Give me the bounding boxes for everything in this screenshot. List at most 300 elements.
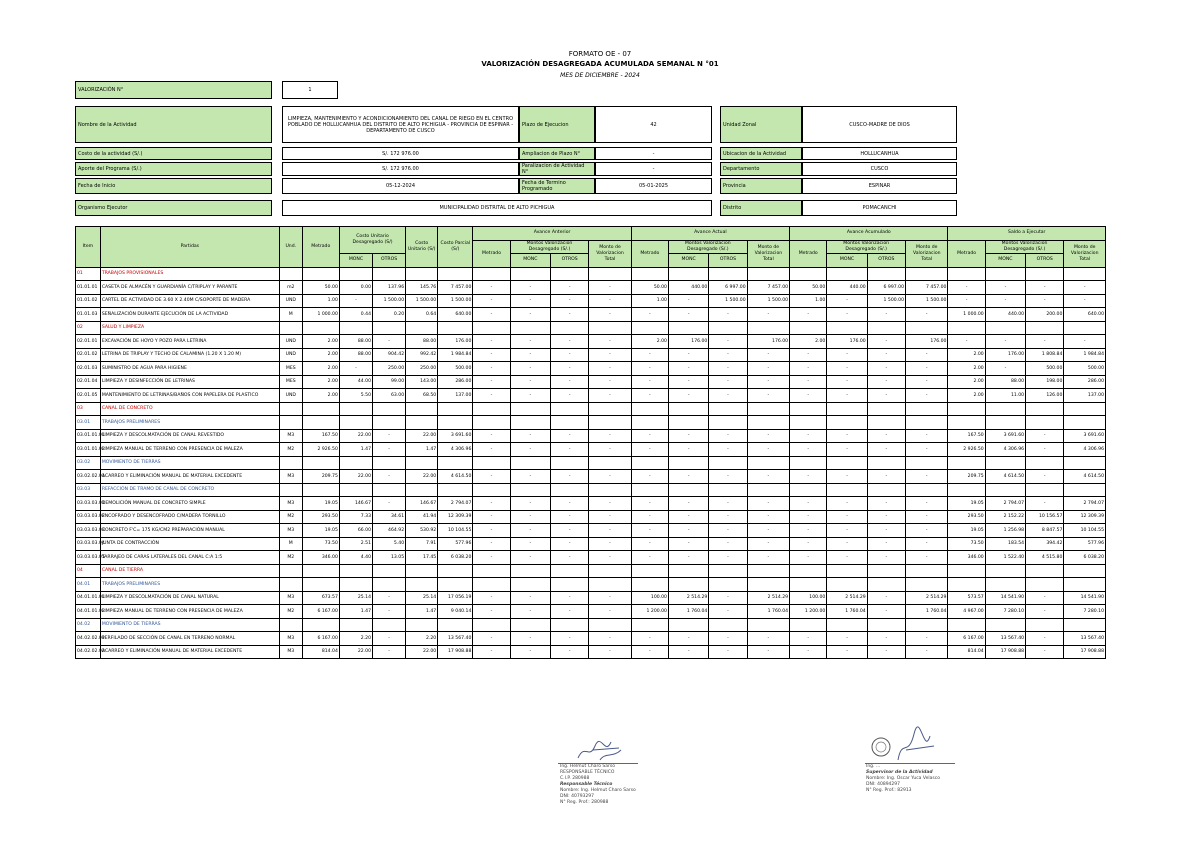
table-cell: 2.00 (302, 389, 339, 403)
table-cell: - (867, 510, 905, 524)
table-cell: - (827, 497, 867, 511)
table-cell: - (373, 645, 406, 659)
section-item: 03.03 (76, 483, 101, 497)
table-cell: - (906, 348, 948, 362)
table-cell (747, 578, 789, 592)
table-cell (589, 416, 631, 430)
table-cell: - (473, 524, 510, 538)
table-cell: 640.00 (438, 308, 473, 322)
table-cell: - (709, 551, 747, 565)
table-cell: - (827, 389, 867, 403)
table-cell (1064, 456, 1106, 470)
table-cell (985, 267, 1025, 281)
table-cell: 04.02.02.02 (76, 645, 101, 659)
table-cell (551, 483, 589, 497)
col-costo-unit-desag: Costo Unitario Desagregado (S/) (339, 227, 405, 254)
table-cell: - (709, 443, 747, 457)
table-cell: 9 040.14 (438, 605, 473, 619)
table-cell: - (510, 537, 550, 551)
table-cell: - (631, 362, 668, 376)
table-cell: LIMPIEZA MANUAL DE TERRENO CON PRESENCIA DE MALEZA (100, 605, 279, 619)
table-cell (948, 402, 985, 416)
table-cell (827, 618, 867, 632)
table-cell: - (790, 375, 827, 389)
table-cell (551, 267, 589, 281)
page-subtitle: MES DE DICIEMBRE - 2024 (560, 72, 640, 79)
table-cell (747, 321, 789, 335)
table-cell: - (473, 281, 510, 295)
costo-value: S/. 172 976.00 (282, 147, 519, 160)
table-cell (906, 416, 948, 430)
table-cell (279, 402, 302, 416)
col-otros: OTROS (551, 254, 589, 268)
table-cell (589, 267, 631, 281)
table-cell: 88.00 (406, 335, 438, 349)
table-cell: - (551, 632, 589, 646)
table-cell: 1 984.84 (438, 348, 473, 362)
table-cell: - (867, 375, 905, 389)
page-title: VALORIZACIÓN DESAGREGADA ACUMULADA SEMANAL N °01 (481, 60, 719, 68)
table-cell: SUMINISTRO DE AGUA PARA HIGIENE (100, 362, 279, 376)
table-cell (631, 267, 668, 281)
table-cell: - (709, 632, 747, 646)
table-cell: 0.44 (339, 308, 372, 322)
table-cell: 17 056.19 (438, 591, 473, 605)
table-cell: - (747, 645, 789, 659)
table-cell: - (551, 348, 589, 362)
table-cell: - (631, 537, 668, 551)
table-cell: 4 967.00 (948, 605, 985, 619)
table-cell: - (631, 429, 668, 443)
table-cell: 11.00 (985, 389, 1025, 403)
table-cell: 22.00 (339, 429, 372, 443)
table-cell: - (867, 591, 905, 605)
table-cell: 2 794.07 (1064, 497, 1106, 511)
table-cell (438, 416, 473, 430)
table-cell: 500.00 (1026, 362, 1064, 376)
table-cell: - (1026, 645, 1064, 659)
table-cell: - (473, 632, 510, 646)
table-cell: 440.00 (668, 281, 708, 295)
table-cell: 2.20 (339, 632, 372, 646)
table-cell: - (867, 470, 905, 484)
costo-label: Costo de la actividad (S/.) (75, 147, 272, 160)
table-cell: - (668, 524, 708, 538)
departamento-label: Departamento (720, 162, 802, 176)
table-cell (406, 416, 438, 430)
table-cell: - (747, 524, 789, 538)
table-cell (867, 456, 905, 470)
table-row (76, 443, 1106, 457)
table-cell (906, 618, 948, 632)
table-cell: 176.00 (906, 335, 948, 349)
table-cell: - (867, 389, 905, 403)
table-cell (373, 578, 406, 592)
table-cell (302, 416, 339, 430)
table-cell: 44.00 (339, 375, 372, 389)
col-sub-metrado: Metrado (473, 240, 510, 267)
table-cell: - (668, 443, 708, 457)
table-cell: PERFILADO DE SECCIÓN DE CANAL EN TERRENO NORMAL (100, 632, 279, 646)
section-row (76, 402, 1106, 416)
table-cell (827, 456, 867, 470)
table-cell (1026, 416, 1064, 430)
table-cell: - (827, 443, 867, 457)
table-cell: - (867, 308, 905, 322)
table-cell: - (473, 389, 510, 403)
subsection-row (76, 578, 1106, 592)
table-cell (1026, 456, 1064, 470)
table-row (76, 389, 1106, 403)
table-cell (827, 564, 867, 578)
col-sub-total: Monto de Valorizacion Total (1064, 240, 1106, 267)
table-cell: 02.01.01 (76, 335, 101, 349)
table-cell (339, 578, 372, 592)
table-cell (790, 402, 827, 416)
table-cell: - (867, 429, 905, 443)
table-cell (668, 456, 708, 470)
signature-right: Ing. ... Supervisor de la Actividad Nombre: Ing. Oscar Yuca Velasco DNI: 40894297 N° Reg. Prof.: 82913 (866, 764, 940, 793)
table-cell: UND (279, 335, 302, 349)
table-cell: 8 847.57 (1026, 524, 1064, 538)
table-cell: 2.00 (302, 335, 339, 349)
table-cell: 1 808.84 (1026, 348, 1064, 362)
table-cell: DEMOLICIÓN MANUAL DE CONCRETO SIMPLE (100, 497, 279, 511)
table-cell: 50.00 (302, 281, 339, 295)
table-cell: LETRINA DE TRIPLAY Y TECHO DE CALAMINA (1.20 X 1.20 M) (100, 348, 279, 362)
table-cell (1064, 564, 1106, 578)
table-cell: - (1026, 497, 1064, 511)
col-und: Und. (279, 227, 302, 268)
table-cell: - (589, 308, 631, 322)
table-cell: 13.05 (373, 551, 406, 565)
table-cell: LIMPIEZA Y DESCOLMATACIÓN DE CANAL NATURAL (100, 591, 279, 605)
table-cell (551, 618, 589, 632)
table-cell (631, 483, 668, 497)
table-cell: - (906, 497, 948, 511)
table-row (76, 524, 1106, 538)
table-cell: - (790, 645, 827, 659)
table-cell: - (551, 645, 589, 659)
table-cell: 167.50 (948, 429, 985, 443)
table-cell: - (1026, 443, 1064, 457)
table-cell: 1 984.84 (1064, 348, 1106, 362)
table-cell: 176.00 (747, 335, 789, 349)
table-cell: 4 306.96 (985, 443, 1025, 457)
table-cell: M3 (279, 645, 302, 659)
table-cell: - (339, 294, 372, 308)
table-cell: 7.91 (406, 537, 438, 551)
table-cell: - (510, 632, 550, 646)
table-cell (948, 618, 985, 632)
table-cell (709, 618, 747, 632)
table-cell: 176.00 (985, 348, 1025, 362)
table-cell (551, 416, 589, 430)
table-cell: 12 309.39 (1064, 510, 1106, 524)
table-cell (473, 564, 510, 578)
table-cell (709, 456, 747, 470)
table-cell: - (668, 348, 708, 362)
table-cell: - (790, 537, 827, 551)
table-cell: 500.00 (1064, 362, 1106, 376)
section-title: CANAL DE CONCRETO (100, 402, 279, 416)
table-cell (668, 402, 708, 416)
table-cell (1064, 402, 1106, 416)
nombre-value: LIMPIEZA, MANTENIMIENTO Y ACONDICIONAMIENTO DEL CANAL DE RIEGO EN EL CENTRO POBLADO DE HOLLUCANHUA DEL DISTRITO DE ALTO PICHIGUA - PROVINCIA DE ESPINAR - DEPARTAMENTO DE CUSCO (282, 106, 519, 143)
departamento-value: CUSCO (802, 162, 957, 176)
table-cell: - (747, 389, 789, 403)
table-cell: LIMPIEZA Y DESCOLMATACIÓN DE CANAL REVESTIDO (100, 429, 279, 443)
ampliacion-value: - (595, 147, 712, 160)
table-cell (906, 456, 948, 470)
table-cell (790, 564, 827, 578)
table-cell (510, 483, 550, 497)
table-cell (631, 456, 668, 470)
table-cell (589, 456, 631, 470)
table-cell: - (867, 497, 905, 511)
table-cell: - (709, 335, 747, 349)
table-cell: 88.00 (339, 335, 372, 349)
table-cell: - (551, 389, 589, 403)
table-cell: - (1026, 294, 1064, 308)
table-cell: 2.00 (790, 335, 827, 349)
table-cell (339, 564, 372, 578)
format-code: FORMATO OE - 07 (568, 50, 632, 58)
table-cell: 41.94 (406, 510, 438, 524)
table-cell: UND (279, 294, 302, 308)
table-cell: 530.92 (406, 524, 438, 538)
table-cell: 19.05 (948, 497, 985, 511)
table-cell: 577.96 (438, 537, 473, 551)
table-cell (1026, 618, 1064, 632)
table-cell: - (709, 605, 747, 619)
table-cell (1064, 267, 1106, 281)
table-cell: - (551, 591, 589, 605)
col-sub-montos: Montos Valorizacion Desagregado (S/.) (668, 240, 747, 254)
table-cell (551, 578, 589, 592)
table-cell (790, 578, 827, 592)
table-row (76, 375, 1106, 389)
section-item: 04.01 (76, 578, 101, 592)
unidad-value: CUSCO-MADRE DE DIOS (802, 106, 957, 143)
table-cell: 1.00 (631, 294, 668, 308)
col-monc: MONC (510, 254, 550, 268)
table-cell: 19.05 (948, 524, 985, 538)
table-cell: - (668, 497, 708, 511)
col-saldo: Saldo a Ejecutar (948, 227, 1106, 241)
aporte-label: Aporte del Programa (S/.) (75, 162, 272, 176)
table-cell (1026, 321, 1064, 335)
table-cell: - (867, 645, 905, 659)
table-cell: 2.00 (948, 362, 985, 376)
table-cell (1064, 483, 1106, 497)
table-cell (790, 483, 827, 497)
table-cell (373, 564, 406, 578)
table-cell: - (827, 308, 867, 322)
table-cell (279, 267, 302, 281)
table-cell: 17 908.88 (438, 645, 473, 659)
table-cell (302, 618, 339, 632)
table-cell: 6 997.00 (709, 281, 747, 295)
table-cell: 2.00 (302, 362, 339, 376)
table-cell: - (668, 362, 708, 376)
table-cell: - (1064, 294, 1106, 308)
table-cell (985, 416, 1025, 430)
table-cell (373, 618, 406, 632)
table-cell (438, 267, 473, 281)
table-cell (906, 267, 948, 281)
table-cell (510, 456, 550, 470)
table-cell (747, 618, 789, 632)
table-cell (867, 402, 905, 416)
table-row (76, 335, 1106, 349)
table-cell (302, 402, 339, 416)
section-item: 03.02 (76, 456, 101, 470)
subsection-row (76, 456, 1106, 470)
table-cell: 100.00 (631, 591, 668, 605)
table-cell: 7 280.10 (985, 605, 1025, 619)
table-cell: 346.00 (302, 551, 339, 565)
table-cell (668, 416, 708, 430)
table-cell: - (631, 375, 668, 389)
table-cell (948, 267, 985, 281)
table-cell (406, 483, 438, 497)
table-cell: 2 514.29 (827, 591, 867, 605)
col-otros: OTROS (709, 254, 747, 268)
table-cell: 7 457.00 (906, 281, 948, 295)
table-cell: - (631, 551, 668, 565)
table-cell: - (1026, 632, 1064, 646)
table-cell (709, 402, 747, 416)
table-cell (510, 267, 550, 281)
table-cell: MES (279, 362, 302, 376)
table-cell: - (589, 632, 631, 646)
section-item: 04 (76, 564, 101, 578)
table-cell: - (510, 348, 550, 362)
table-cell: - (709, 470, 747, 484)
table-cell: 63.00 (373, 389, 406, 403)
table-cell: - (827, 375, 867, 389)
col-monc: MONC (339, 254, 372, 268)
table-cell: - (473, 443, 510, 457)
table-cell (302, 483, 339, 497)
table-cell (747, 483, 789, 497)
table-cell: - (551, 375, 589, 389)
table-cell: - (510, 362, 550, 376)
col-partidas: Partidas (100, 227, 279, 268)
table-cell: 176.00 (827, 335, 867, 349)
section-item: 01 (76, 267, 101, 281)
table-cell: - (510, 308, 550, 322)
table-cell (473, 456, 510, 470)
table-cell (631, 578, 668, 592)
col-monc: MONC (985, 254, 1025, 268)
table-cell: TARRAJEO DE CARAS LATERALES DEL CANAL C:A 1:5 (100, 551, 279, 565)
table-cell: - (668, 429, 708, 443)
table-cell (668, 564, 708, 578)
table-cell: - (747, 537, 789, 551)
table-cell: EXCAVACIÓN DE HOYO Y POZO PARA LETRINA (100, 335, 279, 349)
table-cell: M2 (279, 510, 302, 524)
table-cell: 1.47 (339, 605, 372, 619)
table-cell: - (790, 443, 827, 457)
table-cell: - (589, 510, 631, 524)
table-cell: 25.14 (406, 591, 438, 605)
table-cell (985, 564, 1025, 578)
table-cell: - (510, 429, 550, 443)
table-cell (302, 578, 339, 592)
table-cell: 167.50 (302, 429, 339, 443)
table-cell: - (867, 551, 905, 565)
table-cell (589, 402, 631, 416)
inicio-value: 05-12-2024 (282, 178, 519, 194)
table-cell: - (551, 524, 589, 538)
table-cell: - (551, 308, 589, 322)
table-cell: - (551, 335, 589, 349)
table-cell: 209.75 (948, 470, 985, 484)
table-row (76, 645, 1106, 659)
table-cell: 6 038.20 (438, 551, 473, 565)
table-cell: 3 691.60 (438, 429, 473, 443)
ubicacion-label: Ubicacion de la Actividad (720, 147, 802, 160)
table-cell: 209.75 (302, 470, 339, 484)
table-cell: 22.00 (406, 429, 438, 443)
table-cell: 03.01.01.02 (76, 443, 101, 457)
table-cell (406, 578, 438, 592)
table-cell: 814.04 (302, 645, 339, 659)
table-cell: - (373, 605, 406, 619)
table-cell (510, 416, 550, 430)
table-cell: M (279, 537, 302, 551)
table-cell: - (473, 362, 510, 376)
table-cell: - (589, 605, 631, 619)
table-cell: 250.00 (373, 362, 406, 376)
table-cell: - (906, 375, 948, 389)
table-cell: - (1026, 335, 1064, 349)
table-cell (1026, 483, 1064, 497)
table-cell: - (948, 335, 985, 349)
table-cell: - (790, 348, 827, 362)
table-cell: - (473, 605, 510, 619)
table-cell: LIMPIEZA Y DESINFECCIÓN DE LETRINAS (100, 375, 279, 389)
table-cell: - (473, 497, 510, 511)
table-cell: MANTENIMIENTO DE LETRINAS/BAÑOS CON PAPELERA DE PLASTICO (100, 389, 279, 403)
table-cell (867, 267, 905, 281)
table-body (76, 267, 1106, 659)
table-cell: - (589, 537, 631, 551)
table-cell: - (631, 632, 668, 646)
table-cell: 02.01.02 (76, 348, 101, 362)
col-sub-total: Monto de Valorizacion Total (589, 240, 631, 267)
table-cell: 6 997.00 (867, 281, 905, 295)
table-cell (631, 564, 668, 578)
table-cell: - (631, 470, 668, 484)
col-otros: OTROS (867, 254, 905, 268)
table-cell (339, 416, 372, 430)
table-cell: - (709, 389, 747, 403)
table-cell: - (668, 632, 708, 646)
table-cell: ACARREO Y ELIMINACIÓN MANUAL DE MATERIAL EXCEDENTE (100, 470, 279, 484)
table-cell: 143.00 (406, 375, 438, 389)
table-cell: MES (279, 375, 302, 389)
table-cell: - (510, 335, 550, 349)
table-cell (631, 402, 668, 416)
col-avance-anterior: Avance Anterior (473, 227, 631, 241)
table-cell (373, 267, 406, 281)
table-cell: 440.00 (827, 281, 867, 295)
signature-left: Ing. Helmut Charo Sarso RESPONSABLE TÉCNICO C.I.P. 280988 Responsable Técnico Nombre: Ing. Helmut Charo Sarso DNI: 40793297 N° Reg. Prof.: 280988 (560, 764, 636, 805)
table-cell: 346.00 (948, 551, 985, 565)
